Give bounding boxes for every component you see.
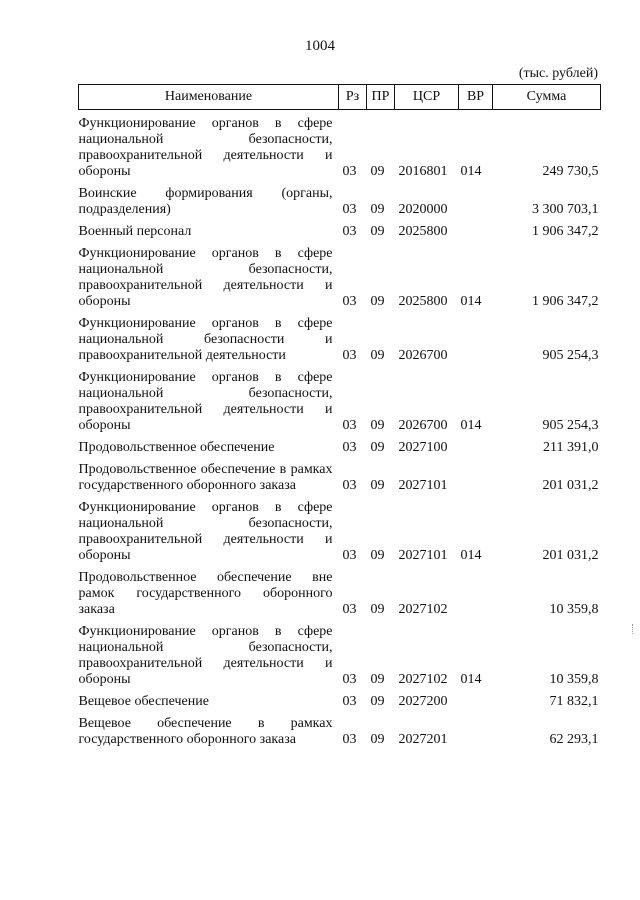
cell-vr — [459, 316, 493, 370]
cell-vr — [459, 186, 493, 224]
cell-csr: 2027101 — [398, 548, 448, 563]
cell-sum: 201 031,2 — [542, 478, 599, 493]
cell-vr: 014 — [460, 672, 482, 687]
cell-vr — [459, 440, 493, 462]
table-row — [79, 462, 601, 500]
cell-pr: 09 — [370, 224, 385, 239]
header-sum: Сумма — [493, 85, 601, 110]
cell-name: Военный персонал — [78, 224, 192, 239]
table-header-row — [79, 85, 601, 110]
units-label: (тыс. рублей) — [518, 66, 598, 81]
cell-csr: 2025800 — [398, 294, 448, 309]
table-row — [79, 570, 601, 624]
table-row — [79, 186, 601, 224]
table-row — [79, 224, 601, 246]
cell-name: Воинские формирования (органы, подразделения) — [78, 186, 333, 217]
cell-csr: 2027102 — [398, 602, 448, 617]
cell-csr: 2027100 — [398, 440, 448, 455]
cell-csr: 2027101 — [398, 478, 448, 493]
cell-sum: 211 391,0 — [543, 440, 599, 455]
budget-table — [78, 84, 601, 754]
cell-csr: 2027102 — [398, 672, 448, 687]
cell-sum: 3 300 703,1 — [532, 202, 599, 217]
cell-name: Продовольственное обеспечение в рамках государственного оборонного заказа — [78, 462, 333, 493]
cell-sum: 1 906 347,2 — [532, 294, 599, 309]
cell-name: Продовольственное обеспечение — [78, 440, 275, 455]
cell-rz: 03 — [342, 548, 357, 563]
cell-vr — [459, 224, 493, 246]
cell-rz: 03 — [342, 602, 357, 617]
cell-vr: 014 — [460, 294, 482, 309]
cell-rz: 03 — [342, 440, 357, 455]
table-row — [79, 624, 601, 694]
cell-vr — [459, 462, 493, 500]
cell-rz: 03 — [342, 694, 357, 709]
cell-sum: 71 832,1 — [549, 694, 599, 709]
table-row — [79, 716, 601, 754]
cell-vr — [459, 716, 493, 754]
cell-csr: 2027201 — [398, 732, 448, 747]
cell-rz: 03 — [342, 202, 357, 217]
cell-csr: 2027200 — [398, 694, 448, 709]
cell-pr: 09 — [370, 732, 385, 747]
cell-pr: 09 — [370, 548, 385, 563]
header-name: Наименование — [79, 85, 339, 110]
cell-pr: 09 — [370, 294, 385, 309]
cell-csr: 2020000 — [398, 202, 448, 217]
cell-csr: 2026700 — [398, 348, 448, 363]
header-csr: ЦСР — [395, 85, 459, 110]
cell-csr: 2026700 — [398, 418, 448, 433]
cell-rz: 03 — [342, 732, 357, 747]
cell-vr: 014 — [460, 548, 482, 563]
cell-pr: 09 — [370, 672, 385, 687]
cell-pr: 09 — [370, 418, 385, 433]
cell-rz: 03 — [342, 672, 357, 687]
cell-name: Функционирование органов в сфере национальной безопасности, правоохранительной деятельности и обороны — [78, 624, 333, 687]
cell-rz: 03 — [342, 294, 357, 309]
cell-csr: 2025800 — [398, 224, 448, 239]
table-row — [79, 316, 601, 370]
cell-pr: 09 — [370, 478, 385, 493]
cell-name: Вещевое обеспечение в рамках государственного оборонного заказа — [78, 716, 333, 747]
cell-name: Вещевое обеспечение — [78, 694, 209, 709]
cell-sum: 1 906 347,2 — [532, 224, 599, 239]
table-row — [79, 370, 601, 440]
header-pr: ПР — [367, 85, 395, 110]
scan-mark — [632, 624, 635, 634]
cell-pr: 09 — [370, 602, 385, 617]
cell-pr: 09 — [370, 694, 385, 709]
cell-rz: 03 — [342, 478, 357, 493]
cell-pr: 09 — [370, 164, 385, 179]
cell-pr: 09 — [370, 440, 385, 455]
cell-pr: 09 — [370, 202, 385, 217]
cell-name: Функционирование органов в сфере национальной безопасности, правоохранительной деятельности и обороны — [78, 246, 333, 309]
cell-vr: 014 — [460, 418, 482, 433]
table-row — [79, 500, 601, 570]
cell-sum: 10 359,8 — [549, 602, 599, 617]
cell-sum: 10 359,8 — [549, 672, 599, 687]
cell-sum: 905 254,3 — [542, 348, 599, 363]
cell-sum: 905 254,3 — [542, 418, 599, 433]
cell-rz: 03 — [342, 418, 357, 433]
cell-vr: 014 — [460, 164, 482, 179]
cell-csr: 2016801 — [398, 164, 448, 179]
header-rz: Рз — [339, 85, 367, 110]
header-vr: ВР — [459, 85, 493, 110]
cell-rz: 03 — [342, 224, 357, 239]
cell-sum: 62 293,1 — [549, 732, 599, 747]
table-row — [79, 440, 601, 462]
cell-sum: 201 031,2 — [542, 548, 599, 563]
cell-name: Функционирование органов в сфере национальной безопасности и правоохранительной деятельности — [78, 316, 333, 363]
cell-sum: 249 730,5 — [542, 164, 599, 179]
table-row — [79, 246, 601, 316]
cell-name: Функционирование органов в сфере национальной безопасности, правоохранительной деятельности и обороны — [78, 370, 333, 433]
cell-rz: 03 — [342, 164, 357, 179]
cell-vr — [459, 570, 493, 624]
table-row — [79, 110, 601, 187]
cell-pr: 09 — [370, 348, 385, 363]
cell-vr — [459, 694, 493, 716]
cell-name: Функционирование органов в сфере национальной безопасности, правоохранительной деятельности и обороны — [78, 500, 333, 563]
table-row — [79, 694, 601, 716]
cell-rz: 03 — [342, 348, 357, 363]
cell-name: Функционирование органов в сфере национальной безопасности, правоохранительной деятельности и обороны — [78, 116, 333, 179]
cell-name: Продовольственное обеспечение вне рамок государственного оборонного заказа — [78, 570, 333, 617]
page-number: 1004 — [305, 38, 335, 54]
